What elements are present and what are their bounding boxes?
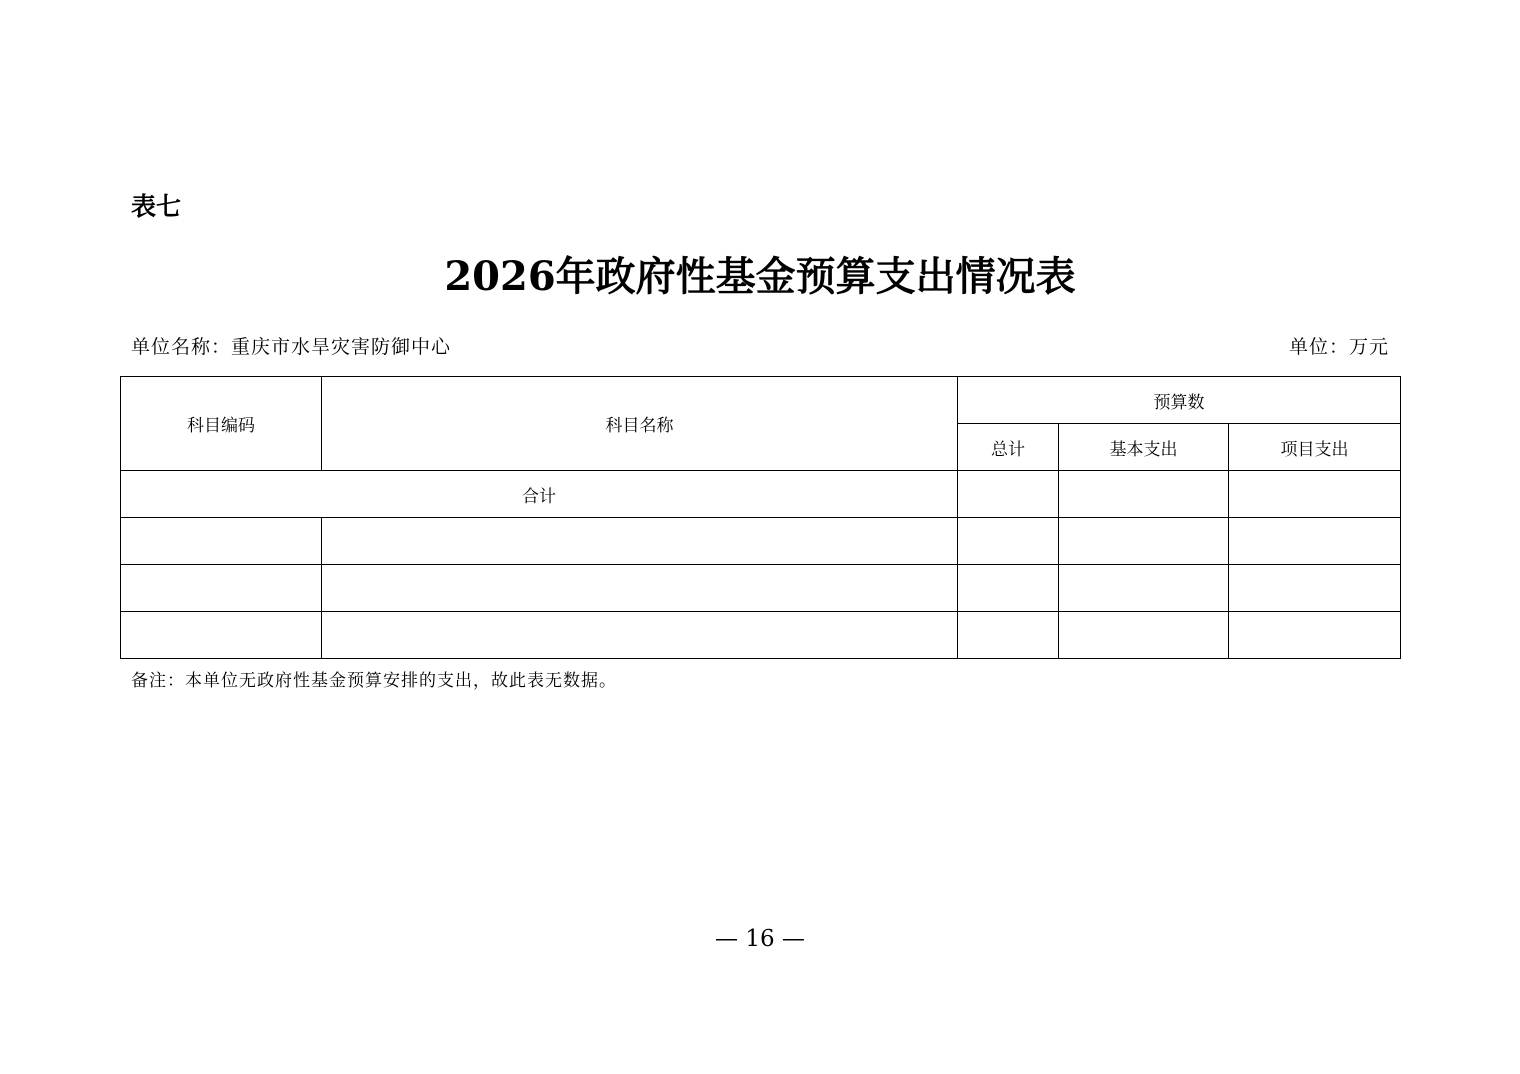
header-basic-expenditure: 基本支出 xyxy=(1059,424,1229,471)
table-total-row xyxy=(121,471,1401,518)
row-basic xyxy=(1059,518,1229,565)
table-label: 表七 xyxy=(131,192,182,221)
row-name xyxy=(322,565,958,612)
header-subject-name: 科目名称 xyxy=(322,377,958,471)
table-note: 备注：本单位无政府性基金预算安排的支出，故此表无数据。 xyxy=(131,671,617,691)
unit-name: 单位名称：重庆市水旱灾害防御中心 xyxy=(131,336,452,358)
total-row-project xyxy=(1229,471,1401,518)
row-project xyxy=(1229,565,1401,612)
header-project-expenditure: 项目支出 xyxy=(1229,424,1401,471)
total-row-total xyxy=(958,471,1059,518)
row-total xyxy=(958,518,1059,565)
row-total xyxy=(958,565,1059,612)
row-total xyxy=(958,612,1059,659)
row-project xyxy=(1229,612,1401,659)
header-subject-code: 科目编码 xyxy=(121,377,322,471)
row-basic xyxy=(1059,612,1229,659)
total-row-label: 合计 xyxy=(121,471,958,518)
unit-measure: 单位：万元 xyxy=(1288,336,1389,358)
table-row xyxy=(121,565,1401,612)
row-basic xyxy=(1059,565,1229,612)
row-project xyxy=(1229,518,1401,565)
row-code xyxy=(121,518,322,565)
header-budget-amount: 预算数 xyxy=(958,377,1401,424)
row-code xyxy=(121,565,322,612)
row-name xyxy=(322,518,958,565)
row-code xyxy=(121,612,322,659)
page-number: — 16 — xyxy=(715,926,805,952)
row-name xyxy=(322,612,958,659)
header-total: 总计 xyxy=(958,424,1059,471)
table-row xyxy=(121,518,1401,565)
table-header-row xyxy=(121,377,1401,424)
total-row-basic xyxy=(1059,471,1229,518)
table-row xyxy=(121,612,1401,659)
budget-table xyxy=(120,376,1401,659)
page-title: 2026年政府性基金预算支出情况表 xyxy=(444,253,1076,300)
